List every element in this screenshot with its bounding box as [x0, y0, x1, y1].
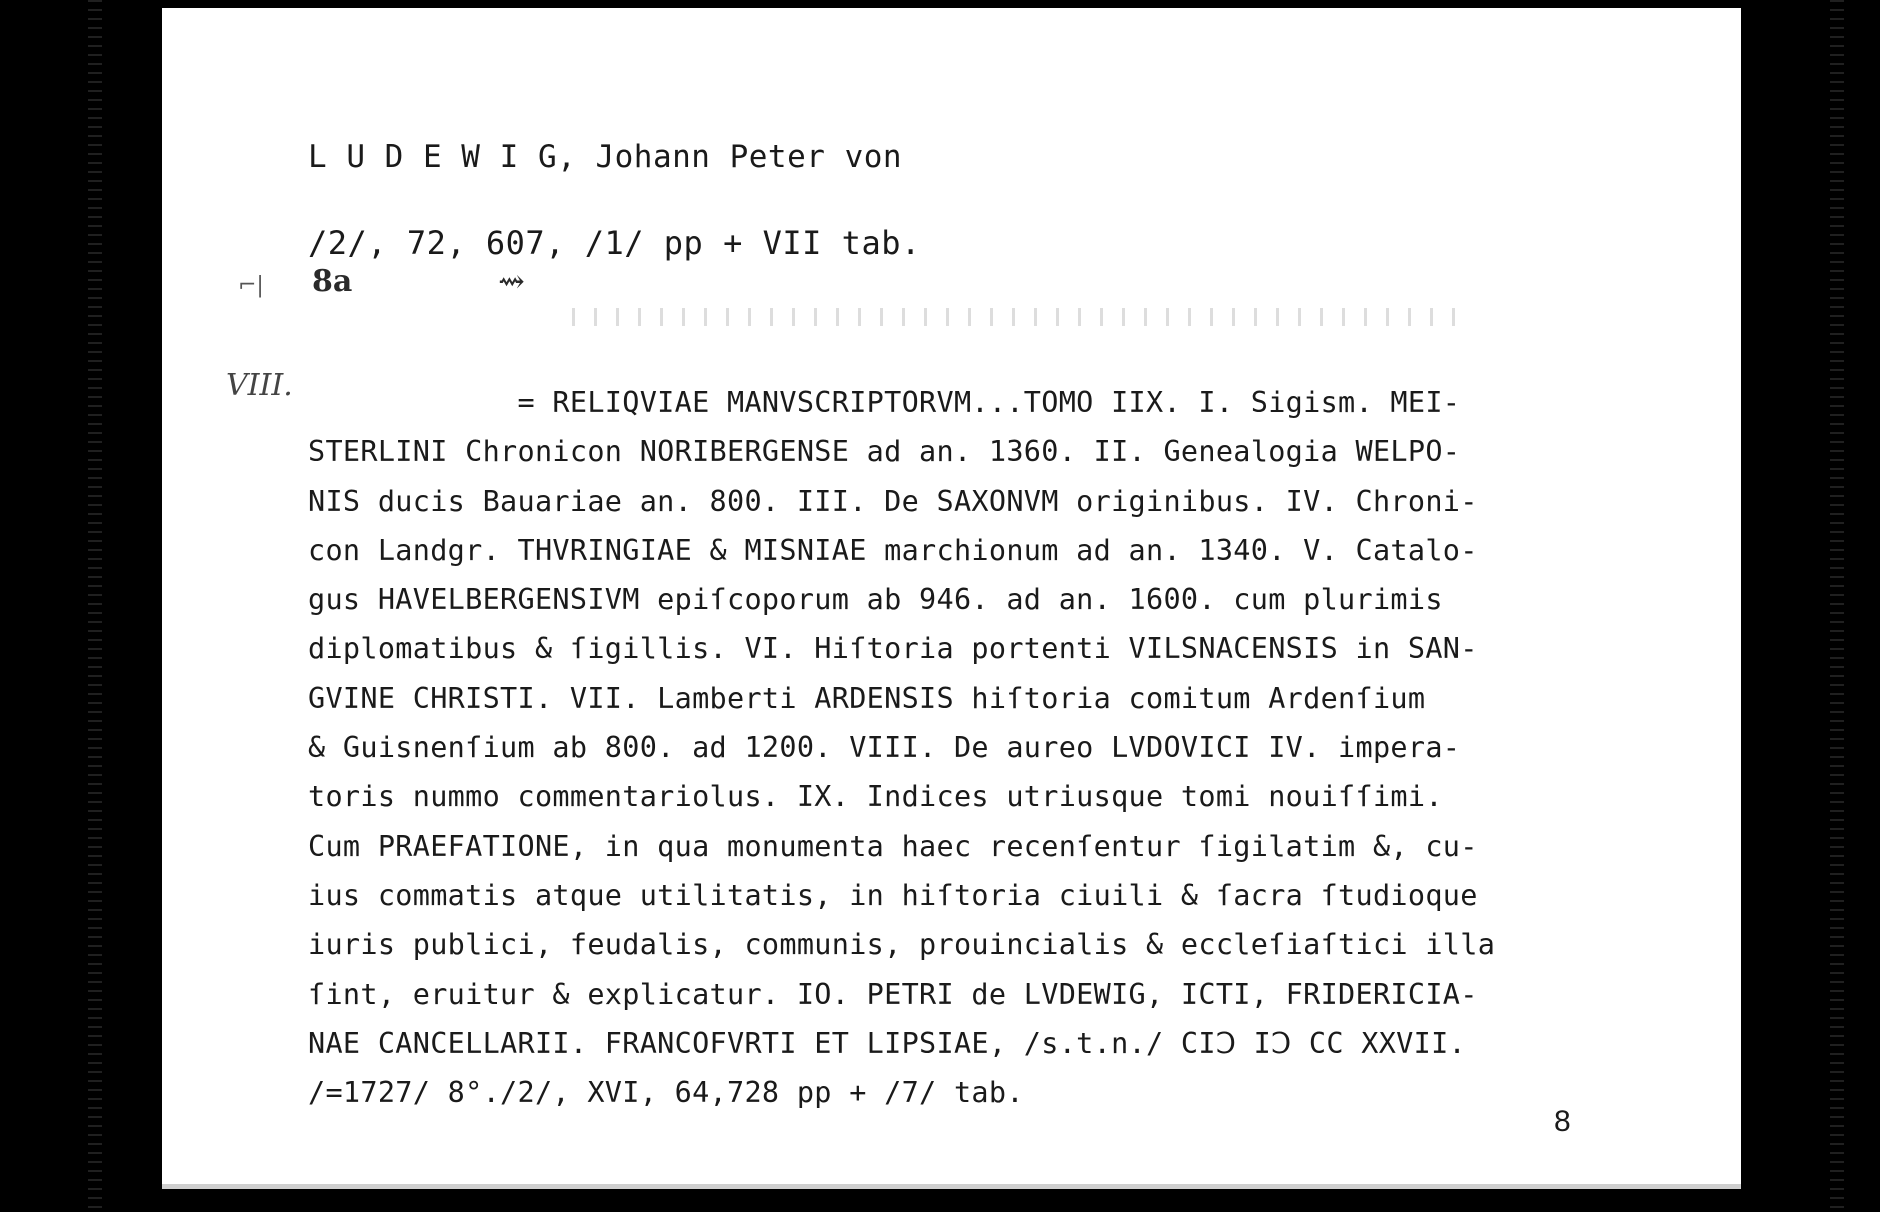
handwritten-arrow-icon: ⇝	[498, 262, 525, 300]
description-line: NIS ducis Bauariae an. 800. III. De SAXONVM originibus. IV. Chroni-	[308, 484, 1478, 518]
description-line: toris nummo commentariolus. IX. Indices utriusque tomi nouiſſimi.	[308, 780, 1443, 814]
description-line: STERLINI Chronicon NORIBERGENSE ad an. 1360. II. Genealogia WELPO-	[308, 435, 1461, 469]
description-line: /=1727/ 8°./2/, XVI, 64,728 pp + /7/ tab.	[308, 1076, 1024, 1110]
description-line: & Guisnenſium ab 800. ad 1200. VIII. De aureo LVDOVICI IV. impera-	[308, 731, 1461, 765]
description-line: diplomatibus & ſigillis. VI. Hiſtoria portenti VILSNACENSIS in SAN-	[308, 632, 1478, 666]
description-line: gus HAVELBERGENSIVM epiſcoporum ab 946. ad an. 1600. cum plurimis	[308, 583, 1443, 617]
left-scan-edge	[88, 0, 102, 1212]
description-line: = RELIQVIAE MANVSCRIPTORVM...TOMO IIX. I. Sigism. MEI-	[308, 386, 1461, 419]
card-author: L U D E W I G, Johann Peter von	[308, 139, 903, 175]
catalog-card	[162, 8, 1741, 1189]
handwritten-volume-note: VIII.	[226, 368, 293, 403]
description-line: ſint, eruitur & explicatur. IO. PETRI de LVDEWIG, ICTI, FRIDERICIA-	[308, 977, 1478, 1011]
description-line: iuris publici, feudalis, communis, prouincialis & eccleſiaſtici illa	[308, 928, 1496, 962]
call-tick-mark: ⌐|	[238, 273, 264, 298]
description-line: ius commatis atque utilitatis, in hiſtoria ciuili & ſacra ſtudioque	[308, 878, 1478, 912]
card-previous-pagination: /2/, 72, 607, /1/ pp + VII tab.	[308, 224, 921, 262]
description-line: con Landgr. THVRINGIAE & MISNIAE marchionum ad an. 1340. V. Catalo-	[308, 533, 1478, 567]
right-scan-edge	[1830, 0, 1844, 1212]
description-line: Cum PRAEFATIONE, in qua monumenta haec recenſentur ſigilatim &, cu-	[308, 829, 1478, 863]
handwritten-call-number: 8a	[312, 264, 353, 299]
description-line: GVINE CHRISTI. VII. Lamberti ARDENSIS hiſtoria comitum Ardenſium	[308, 681, 1426, 715]
card-page-number: 8	[1554, 1105, 1571, 1138]
card-description	[308, 378, 1495, 1117]
faint-erased-text	[572, 308, 1472, 326]
description-line: NAE CANCELLARII. FRANCOFVRTI ET LIPSIAE, /s.t.n./ CIↃ IↃ CC XXVII.	[308, 1026, 1467, 1060]
